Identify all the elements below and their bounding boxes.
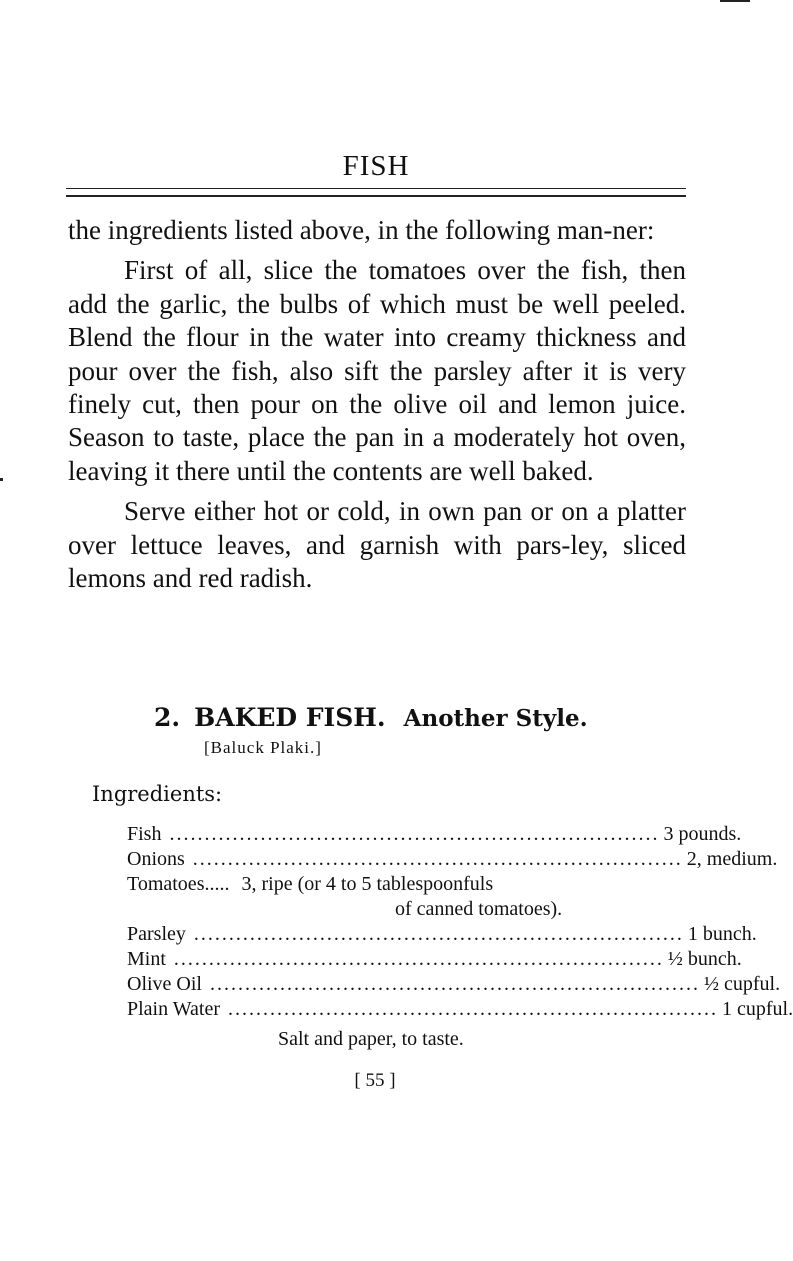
ingredient-name: Olive Oil: [127, 973, 202, 995]
ingredient-name: Tomatoes.....: [127, 873, 230, 895]
ingredient-quantity: 1 cupful.: [722, 998, 793, 1020]
recipe-name: BAKED FISH.: [194, 703, 386, 732]
running-header: FISH: [342, 150, 410, 182]
ingredient-name: Parsley: [127, 923, 186, 945]
ingredient-row: [127, 947, 742, 972]
recipe-subtitle: [Baluck Plaki.]: [204, 738, 322, 757]
ingredient-continuation: of canned tomatoes).: [395, 898, 563, 920]
ingredients-list: [127, 822, 793, 1022]
header-double-rule: [66, 188, 686, 197]
ingredient-row: [127, 922, 757, 947]
leader-dots: ......................................................................: [192, 848, 683, 870]
leader-dots: ......................................................................: [228, 998, 718, 1020]
ingredient-quantity: 3, ripe (or 4 to 5 tablespoonfuls: [241, 873, 494, 895]
ingredient-name: Onions: [127, 848, 185, 870]
seasoning-note: Salt and paper, to taste.: [278, 1028, 464, 1050]
ingredient-row: [127, 822, 742, 847]
leader-dots: ......................................................................: [173, 948, 664, 970]
recipe-title: [154, 703, 588, 732]
recipe-style: Another Style.: [403, 705, 588, 732]
ingredient-name: Fish: [127, 823, 162, 845]
ingredient-row: [127, 872, 632, 897]
recipe-number: 2.: [154, 703, 181, 732]
page-number: [ 55 ]: [354, 1070, 396, 1091]
ingredient-name: Plain Water: [127, 998, 220, 1020]
ingredient-quantity: 1 bunch.: [687, 923, 757, 945]
ingredient-quantity: 2, medium.: [686, 848, 778, 870]
ingredient-row: [127, 847, 778, 872]
leader-dots: ......................................................................: [210, 973, 700, 995]
ingredient-quantity: 3 pounds.: [663, 823, 742, 845]
ingredient-row: [127, 997, 793, 1022]
ingredients-heading: Ingredients:: [92, 782, 223, 806]
paragraph-continued: the ingredients listed above, in the following man-ner:: [68, 215, 655, 245]
scan-speck: [0, 478, 3, 481]
ingredient-row: [127, 972, 781, 997]
paragraph-method: First of all, slice the tomatoes over the fish, then add the garlic, the bulbs of which must be well peeled. Blend the flour in the water into creamy thickness and pour over the fish, also sift the parsley after it is very finely cut, then pour on the olive oil and lemon juice. Season to taste, place the pan in a moderately hot oven, leaving it there until the contents are well baked.: [68, 255, 686, 486]
paragraph-serving: Serve either hot or cold, in own pan or on a platter over lettuce leaves, and garnish with pars-ley, sliced lemons and red radish.: [68, 496, 686, 594]
leader-dots: ......................................................................: [169, 823, 660, 845]
leader-dots: ......................................................................: [193, 923, 684, 945]
scan-edge-mark: [720, 0, 750, 2]
body-text: [68, 214, 686, 595]
ingredient-name: Mint: [127, 948, 166, 970]
ingredient-quantity: ½ bunch.: [667, 948, 742, 970]
ingredient-quantity: ½ cupful.: [704, 973, 781, 995]
